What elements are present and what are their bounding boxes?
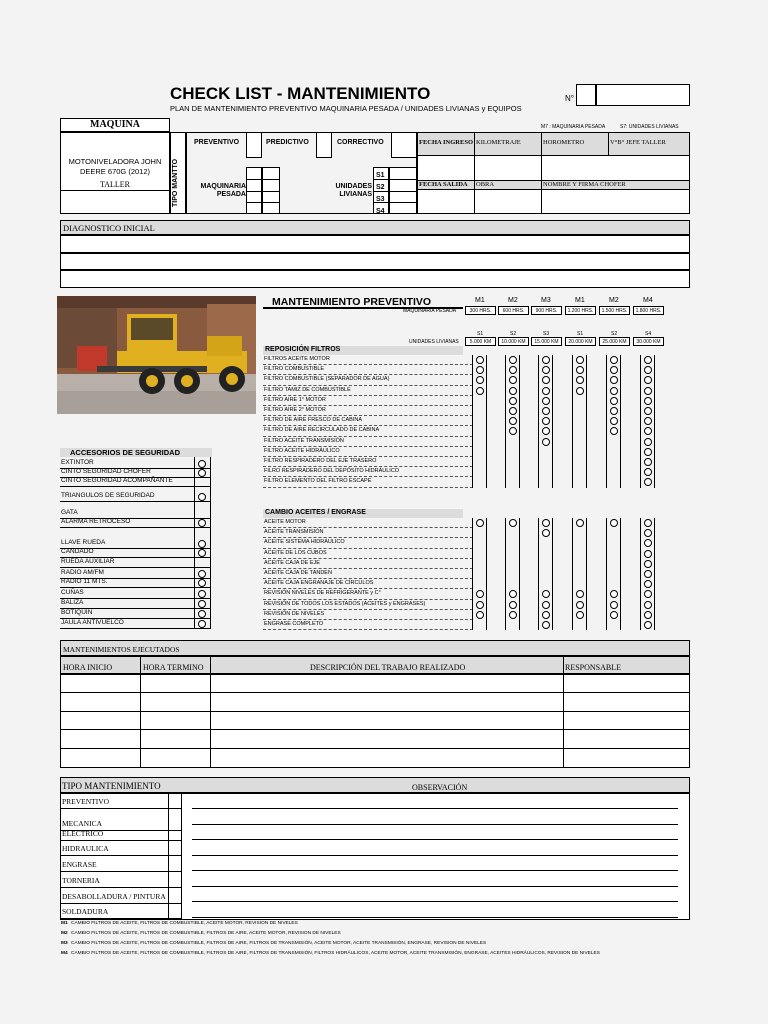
- filtro-checkbox[interactable]: [542, 427, 550, 435]
- filtro-checkbox[interactable]: [542, 397, 550, 405]
- filtro-checkbox[interactable]: [509, 356, 517, 364]
- accesorio-checkbox[interactable]: [198, 540, 206, 548]
- filtro-item: FILTRO ELEMENTO DEL FILTRO ESCAPE: [264, 478, 372, 485]
- ejecutados-row-4[interactable]: [60, 748, 690, 749]
- aceite-checkbox[interactable]: [576, 611, 584, 619]
- preventivo-title: MANTENIMIENTO PREVENTIVO: [272, 296, 432, 308]
- note-label-m1: M1: [61, 921, 68, 926]
- number-label: N°: [565, 94, 574, 103]
- filtro-dotline: [263, 436, 473, 437]
- hours-cell-2: 600 HRS.: [498, 306, 529, 315]
- m-header-3: M3: [541, 297, 551, 304]
- aceite-checkbox[interactable]: [610, 611, 618, 619]
- machine-photo: [57, 296, 256, 414]
- accesorio-line: [60, 527, 210, 528]
- filtro-checkbox[interactable]: [576, 356, 584, 364]
- observacion-line[interactable]: [192, 901, 678, 902]
- filtro-checkbox[interactable]: [509, 417, 517, 425]
- filtros-title: REPOSICIÓN FILTROS: [265, 346, 341, 353]
- filtro-checkbox[interactable]: [644, 366, 652, 374]
- filtro-checkbox[interactable]: [576, 366, 584, 374]
- note-label-m4: M4: [61, 951, 68, 956]
- accesorio-item: BALIZA: [61, 599, 84, 606]
- aceite-col-border: [640, 518, 641, 630]
- filtro-checkbox[interactable]: [610, 417, 618, 425]
- aceite-col-border: [505, 518, 506, 630]
- aceite-col-border: [606, 518, 607, 630]
- legend-m7: M7 : MAQUINARIA PESADA: [541, 124, 606, 130]
- note-m1: CAMBIO FILTROS DE ACEITE, FILTROS DE COMBUSTIBLE, ACEITE MOTOR, REVISION DE NIVELES: [71, 921, 298, 926]
- filtro-col-border: [538, 355, 539, 488]
- aceite-checkbox[interactable]: [644, 519, 652, 527]
- page-title: CHECK LIST - MANTENIMIENTO: [170, 84, 431, 103]
- diagnostico-line-3[interactable]: [60, 270, 690, 288]
- km-cell-5: 25.000 KM: [599, 337, 630, 346]
- accesorio-checkbox[interactable]: [198, 469, 206, 477]
- observacion-line[interactable]: [192, 886, 678, 887]
- filtro-checkbox[interactable]: [644, 448, 652, 456]
- ejecutados-row-2[interactable]: [60, 711, 690, 712]
- tipo-item: HIDRAULICA: [62, 844, 109, 853]
- aceite-checkbox[interactable]: [644, 529, 652, 537]
- unidades-item-s1: S1: [376, 172, 385, 179]
- aceite-col-border: [620, 518, 621, 630]
- aceite-item: REVISIÓN NIVELES DE REFRIGERANTE y C°: [264, 590, 381, 597]
- aceite-checkbox[interactable]: [644, 539, 652, 547]
- filtro-item: FILTRO DE AIRE FRESCO DE CABINA: [264, 417, 362, 424]
- ejecutados-row-3[interactable]: [60, 729, 690, 730]
- filtro-checkbox[interactable]: [542, 417, 550, 425]
- ejecutados-row-1[interactable]: [60, 692, 690, 693]
- accesorio-col-border: [194, 457, 195, 629]
- aceite-col-border: [586, 518, 587, 630]
- fecha-salida-label: FECHA SALIDA: [419, 181, 468, 188]
- aceite-dotline: [263, 548, 473, 549]
- diagnostico-line-1[interactable]: [60, 235, 690, 253]
- filtro-checkbox[interactable]: [509, 407, 517, 415]
- hora-inicio-label: HORA INICIO: [63, 663, 113, 672]
- accesorio-item: JAULA ANTIVUELCO: [61, 619, 124, 626]
- aceite-item: ACEITE CAJA DE EJE: [264, 559, 320, 566]
- aceite-item: REVISIÓN DE NIVELES: [264, 610, 325, 617]
- aceite-col-border: [472, 518, 473, 630]
- tipo-mantenimiento-title: TIPO MANTENIMIENTO: [62, 781, 161, 791]
- aceite-item: ACEITE CAJA ENGRANAJE DE CÍRCULOS: [264, 580, 374, 587]
- m-header-5: M2: [609, 297, 619, 304]
- aceite-checkbox[interactable]: [644, 601, 652, 609]
- filtro-item: FILTRO TAMIZ DE COMBUSTIBLE: [264, 386, 351, 393]
- s-header-4: S1: [577, 331, 584, 337]
- aceite-col-border: [519, 518, 520, 630]
- type-predictivo-label: PREDICTIVO: [266, 139, 309, 146]
- vb-jefe-label: V°B° JEFE TALLER: [610, 139, 666, 146]
- tipo-line: [60, 887, 181, 888]
- hours-cell-1: 300 HRS.: [465, 306, 496, 315]
- type-preventivo-label: PREVENTIVO: [194, 139, 240, 146]
- aceite-col-border: [486, 518, 487, 630]
- filtro-col-border: [586, 355, 587, 488]
- accesorio-checkbox[interactable]: [198, 590, 206, 598]
- filtro-col-border: [505, 355, 506, 488]
- km-cell-1: 5.000 KM: [465, 337, 496, 346]
- hours-cell-6: 1.800 HRS.: [633, 306, 664, 315]
- aceite-checkbox[interactable]: [542, 590, 550, 598]
- page-subtitle: PLAN DE MANTENIMIENTO PREVENTIVO MAQUINARIA PESADA / UNIDADES LIVIANAS y EQUIPOS: [170, 104, 522, 113]
- accesorio-item: GATA: [61, 509, 78, 516]
- unidades-item-s2: S2: [376, 184, 385, 191]
- aceite-item: REVISIÓN DE TODOS LOS ESTADOS (ACEITES y ENGRASES): [264, 600, 426, 607]
- aceite-checkbox[interactable]: [644, 611, 652, 619]
- filtro-checkbox[interactable]: [644, 387, 652, 395]
- machine-label: MAQUINA: [90, 119, 140, 130]
- filtro-checkbox[interactable]: [542, 438, 550, 446]
- filtro-item: FILTRO COMBUSTIBLE (SEPARADOR DE AGUA): [264, 376, 390, 383]
- filtro-checkbox[interactable]: [509, 387, 517, 395]
- aceite-checkbox[interactable]: [644, 621, 652, 629]
- observacion-line[interactable]: [192, 870, 678, 871]
- filtro-checkbox[interactable]: [576, 376, 584, 384]
- type-predictivo-checkbox[interactable]: [316, 132, 332, 158]
- note-m4: CAMBIO FILTROS DE ACEITE, FILTROS DE COMBUSTIBLE, FILTROS DE AIRE, FILTROS DE TRANSMISIÓN, FILTROS HIDRÁULICOS, ACEITE MOTOR, ACEITE TRANSMISIÓN, ENGRASE, ACEITES HIDRÁULICOS, REVISION DE NIVELES: [71, 951, 600, 956]
- filtro-col-border: [519, 355, 520, 488]
- filtro-dotline: [263, 487, 473, 488]
- filtro-checkbox[interactable]: [610, 356, 618, 364]
- aceite-dotline: [263, 609, 473, 610]
- accesorio-item: TRIANGULOS DE SEGURIDAD: [61, 492, 155, 499]
- maquinaria-pesada-row-label: MAQUINARIA PESADA: [403, 308, 457, 314]
- aceite-col-border: [654, 518, 655, 630]
- aceite-checkbox[interactable]: [576, 601, 584, 609]
- filtro-checkbox[interactable]: [644, 427, 652, 435]
- filtro-checkbox[interactable]: [542, 387, 550, 395]
- s-header-6: S4: [645, 331, 652, 337]
- filtro-checkbox[interactable]: [644, 417, 652, 425]
- accesorio-checkbox[interactable]: [198, 610, 206, 618]
- type-correctivo-checkbox[interactable]: [391, 132, 417, 158]
- aceite-checkbox[interactable]: [644, 550, 652, 558]
- aceite-item: ACEITE TRANSMISIÓN: [264, 529, 324, 536]
- filtro-checkbox[interactable]: [644, 407, 652, 415]
- tipo-item: ENGRASE: [62, 860, 97, 869]
- tipo-item: SOLDADURA: [62, 907, 109, 916]
- accesorio-item: LLAVE RUEDA: [61, 539, 106, 546]
- filtro-item: FILTRO RESPIRADERO DEL EJE TRASERO: [264, 458, 377, 464]
- aceite-dotline: [263, 619, 473, 620]
- filtro-dotline: [263, 456, 473, 457]
- filtro-checkbox[interactable]: [509, 397, 517, 405]
- observacion-line[interactable]: [192, 855, 678, 856]
- filtro-checkbox[interactable]: [610, 427, 618, 435]
- machine-location: TALLER: [99, 180, 131, 189]
- accesorio-checkbox[interactable]: [198, 600, 206, 608]
- tipo-line: [60, 918, 181, 919]
- unidades-item-s3: S3: [376, 196, 385, 203]
- aceite-checkbox[interactable]: [610, 590, 618, 598]
- filtro-checkbox[interactable]: [644, 376, 652, 384]
- accesorio-item: RADIO AM/FM: [61, 569, 104, 576]
- filtro-dotline: [263, 446, 473, 447]
- accesorios-title: ACCESORIOS DE SEGURIDAD: [70, 448, 181, 457]
- filtro-item: FILTRO ACEITE HIDRÁULICO: [264, 447, 340, 454]
- filtro-item: FILTRO COMBUSTIBLE: [264, 366, 325, 373]
- machine-name: MOTONIVELADORA JOHN DEERE 670G (2012): [68, 157, 162, 176]
- filtro-item: FILTROS ACEITE MOTOR: [264, 356, 330, 362]
- accesorio-item: BOTIQUIN: [61, 609, 93, 616]
- firma-chofer-label: NOMBRE Y FIRMA CHOFER: [543, 181, 626, 188]
- tipo-item: PREVENTIVO: [62, 797, 110, 806]
- aceite-checkbox[interactable]: [542, 611, 550, 619]
- filtro-col-border: [640, 355, 641, 488]
- filtro-checkbox[interactable]: [542, 366, 550, 374]
- filtro-item: FILTRO DE AIRE RECIRCULADO DE CABINA: [264, 427, 380, 434]
- aceite-checkbox[interactable]: [644, 580, 652, 588]
- aceite-dotline: [263, 629, 473, 630]
- filtro-checkbox[interactable]: [542, 407, 550, 415]
- aceite-item: ENGRASE COMPLETO: [264, 621, 324, 627]
- aceite-dotline: [263, 568, 473, 569]
- accesorio-checkbox[interactable]: [198, 549, 206, 557]
- aceite-item: ACEITE CAJA DE TANDEN: [264, 570, 332, 576]
- filtro-col-border: [472, 355, 473, 488]
- filtro-dotline: [263, 364, 473, 365]
- type-preventivo-checkbox[interactable]: [246, 132, 262, 158]
- ejecutados-title: MANTENIMIENTOS EJECUTADOS: [63, 645, 180, 654]
- hours-cell-5: 1.500 HRS.: [599, 306, 630, 315]
- filtro-checkbox[interactable]: [644, 458, 652, 466]
- accesorio-item: EXTINTOR: [61, 459, 94, 466]
- number-box-prefix: [576, 84, 596, 106]
- filtro-checkbox[interactable]: [576, 387, 584, 395]
- aceite-checkbox[interactable]: [509, 601, 517, 609]
- aceite-checkbox[interactable]: [509, 519, 517, 527]
- filtro-col-border: [552, 355, 553, 488]
- unidades-livianas-row-label: UNIDADES LIVIANAS: [409, 339, 459, 345]
- number-field[interactable]: [596, 84, 690, 106]
- legend-s7: S7: UNIDADES LIVIANAS: [620, 124, 679, 130]
- m-header-2: M2: [508, 297, 518, 304]
- accesorio-item: CANDADO: [61, 548, 94, 555]
- aceite-checkbox[interactable]: [476, 519, 484, 527]
- note-m2: CAMBIO FILTROS DE ACEITE, FILTROS DE COMBUSTIBLE, FILTROS DE AIRE, ACEITE MOTOR, REVISION DE NIVELES: [71, 931, 341, 936]
- filtro-checkbox[interactable]: [542, 376, 550, 384]
- filtro-dotline: [263, 425, 473, 426]
- observacion-line[interactable]: [192, 917, 678, 918]
- aceite-checkbox[interactable]: [542, 529, 550, 537]
- accesorio-checkbox[interactable]: [198, 579, 206, 587]
- obra-label: OBRA: [476, 181, 495, 188]
- aceite-item: ACEITE SISTEMA HIDRÁULICO: [264, 539, 345, 546]
- filtro-checkbox[interactable]: [542, 356, 550, 364]
- note-label-m2: M2: [61, 931, 68, 936]
- accesorio-item: CINTO SEGURIDAD ACOMPAÑANTE: [61, 477, 173, 484]
- tipo-line: [60, 871, 181, 872]
- filtro-item: FILRO RESPIRADERO DEL DEPÓSITO HIDRÁULICO: [264, 468, 400, 475]
- tipo-item: DESABOLLADURA / PINTURA: [62, 892, 166, 901]
- aceite-dotline: [263, 558, 473, 559]
- filtro-col-border: [486, 355, 487, 488]
- tipo-mantto-label: TIPO MANTTO: [172, 158, 179, 207]
- filtro-dotline: [263, 415, 473, 416]
- accesorio-line: [60, 486, 210, 487]
- accesorio-checkbox[interactable]: [198, 519, 206, 527]
- aceite-checkbox[interactable]: [476, 611, 484, 619]
- filtro-checkbox[interactable]: [610, 407, 618, 415]
- aceite-checkbox[interactable]: [509, 611, 517, 619]
- aceite-item: ACEITE MOTOR: [264, 519, 306, 525]
- filtro-checkbox[interactable]: [610, 387, 618, 395]
- filtro-checkbox[interactable]: [644, 438, 652, 446]
- observacion-label: OBSERVACIÓN: [412, 783, 468, 792]
- aceite-checkbox[interactable]: [542, 601, 550, 609]
- filtro-checkbox[interactable]: [476, 376, 484, 384]
- hours-cell-4: 1.200 HRS.: [565, 306, 596, 315]
- s-header-3: S3: [543, 331, 550, 337]
- filtro-checkbox[interactable]: [476, 387, 484, 395]
- aceite-col-border: [538, 518, 539, 630]
- tipo-item: TORNERIA: [62, 876, 100, 885]
- kilometraje-label: KILOMETRAJE: [476, 139, 521, 146]
- accesorio-checkbox[interactable]: [198, 493, 206, 501]
- descripcion-label: DESCRIPCIÓN DEL TRABAJO REALIZADO: [310, 663, 466, 672]
- accesorio-item: ALARMA RETROCESO: [61, 518, 131, 525]
- accesorio-item: RADIO 11 MTS.: [61, 578, 108, 585]
- tipo-line: [60, 840, 181, 841]
- aceite-col-border: [552, 518, 553, 630]
- filtro-checkbox[interactable]: [509, 427, 517, 435]
- unidades-items: [376, 170, 385, 218]
- accesorio-checkbox[interactable]: [198, 460, 206, 468]
- diagnostico-line-2[interactable]: [60, 253, 690, 270]
- filtro-checkbox[interactable]: [476, 356, 484, 364]
- m-header-1: M1: [475, 297, 485, 304]
- km-cell-6: 30.000 KM: [633, 337, 664, 346]
- aceite-checkbox[interactable]: [610, 601, 618, 609]
- tipo-line: [60, 903, 181, 904]
- accesorio-item: CUÑAS: [61, 589, 84, 596]
- aceite-checkbox[interactable]: [644, 560, 652, 568]
- m-header-6: M4: [643, 297, 653, 304]
- filtro-dotline: [263, 385, 473, 386]
- filtro-checkbox[interactable]: [476, 366, 484, 374]
- aceite-checkbox[interactable]: [542, 621, 550, 629]
- observacion-line[interactable]: [192, 808, 678, 809]
- note-label-m3: M3: [61, 941, 68, 946]
- filtro-checkbox[interactable]: [644, 397, 652, 405]
- accesorio-item: RUEDA AUXILIAR: [61, 558, 115, 565]
- tipo-item: ELECTRICO: [62, 829, 104, 838]
- m-header-4: M1: [575, 297, 585, 304]
- accesorio-line: [60, 587, 210, 588]
- hours-cell-3: 900 HRS.: [531, 306, 562, 315]
- observacion-line[interactable]: [192, 824, 678, 825]
- filtro-dotline: [263, 395, 473, 396]
- filtro-checkbox[interactable]: [610, 366, 618, 374]
- filtro-checkbox[interactable]: [644, 356, 652, 364]
- filtro-item: FILTRO AIRE 2° MOTOR: [264, 407, 326, 413]
- accesorio-item: CINTO SEGURIDAD CHOFER: [61, 468, 151, 475]
- filtro-item: FILTRO ACEITE TRANSMISIÓN: [264, 437, 344, 444]
- tipo-line: [60, 808, 181, 809]
- accesorio-line: [60, 628, 210, 629]
- accesorio-col-border: [210, 457, 211, 629]
- filtro-col-border: [654, 355, 655, 488]
- filtro-col-border: [606, 355, 607, 488]
- filtro-checkbox[interactable]: [644, 478, 652, 486]
- aceite-checkbox[interactable]: [509, 590, 517, 598]
- note-m3: CAMBIO FILTROS DE ACEITE, FILTROS DE COMBUSTIBLE, FILTROS DE AIRE, FILTROS DE TRANSMISIÓN, ACEITE MOTOR, ACEITE TRANSMISIÓN, ENGRASE, REVISION DE NIVELES: [71, 941, 487, 946]
- aceite-checkbox[interactable]: [644, 570, 652, 578]
- accesorio-line: [60, 567, 210, 568]
- hora-termino-label: HORA TERMINO: [143, 663, 204, 672]
- tipo-line: [60, 855, 181, 856]
- filtro-checkbox[interactable]: [610, 376, 618, 384]
- filtro-dotline: [263, 374, 473, 375]
- aceite-col-border: [572, 518, 573, 630]
- horometro-label: HOROMETRO: [543, 139, 585, 146]
- unidades-livianas-label: UNIDADES LIVIANAS: [335, 183, 372, 198]
- filtro-dotline: [263, 405, 473, 406]
- unidades-item-s4: S4: [376, 208, 385, 215]
- aceite-checkbox[interactable]: [576, 519, 584, 527]
- accesorio-checkbox[interactable]: [198, 620, 206, 628]
- maquinaria-pesada-label: MAQUINARIA PESADA: [200, 183, 246, 198]
- type-correctivo-label: CORRECTIVO: [337, 139, 384, 146]
- km-cell-4: 20.000 KM: [565, 337, 596, 346]
- filtro-checkbox[interactable]: [610, 397, 618, 405]
- aceite-checkbox[interactable]: [476, 601, 484, 609]
- aceite-checkbox[interactable]: [610, 519, 618, 527]
- aceite-checkbox[interactable]: [644, 590, 652, 598]
- filtro-col-border: [620, 355, 621, 488]
- aceites-title: CAMBIO ACEITES / ENGRASE: [265, 509, 366, 516]
- responsable-label: RESPONSABLE: [565, 663, 622, 672]
- aceite-checkbox[interactable]: [476, 590, 484, 598]
- s-header-2: S2: [510, 331, 517, 337]
- filtro-checkbox[interactable]: [509, 376, 517, 384]
- filtro-checkbox[interactable]: [644, 468, 652, 476]
- observacion-line[interactable]: [192, 839, 678, 840]
- km-cell-2: 10.000 KM: [498, 337, 529, 346]
- s-header-1: S1: [477, 331, 484, 337]
- fecha-ingreso-label: FECHA INGRESO: [419, 139, 473, 146]
- accesorio-line: [60, 501, 210, 502]
- aceite-checkbox[interactable]: [542, 519, 550, 527]
- filtro-dotline: [263, 476, 473, 477]
- filtro-checkbox[interactable]: [509, 366, 517, 374]
- diagnostico-label: DIAGNOSTICO INICIAL: [63, 223, 155, 233]
- s-header-5: S2: [611, 331, 618, 337]
- km-cell-3: 15.000 KM: [531, 337, 562, 346]
- aceite-item: ACEITE DE LOS CUBOS: [264, 549, 327, 556]
- filtro-col-border: [572, 355, 573, 488]
- accesorio-checkbox[interactable]: [198, 570, 206, 578]
- aceite-dotline: [263, 599, 473, 600]
- aceite-checkbox[interactable]: [576, 590, 584, 598]
- filtro-item: FILTRO AIRE 1° MOTOR: [264, 396, 326, 403]
- tipo-item: MECANICA: [62, 819, 103, 828]
